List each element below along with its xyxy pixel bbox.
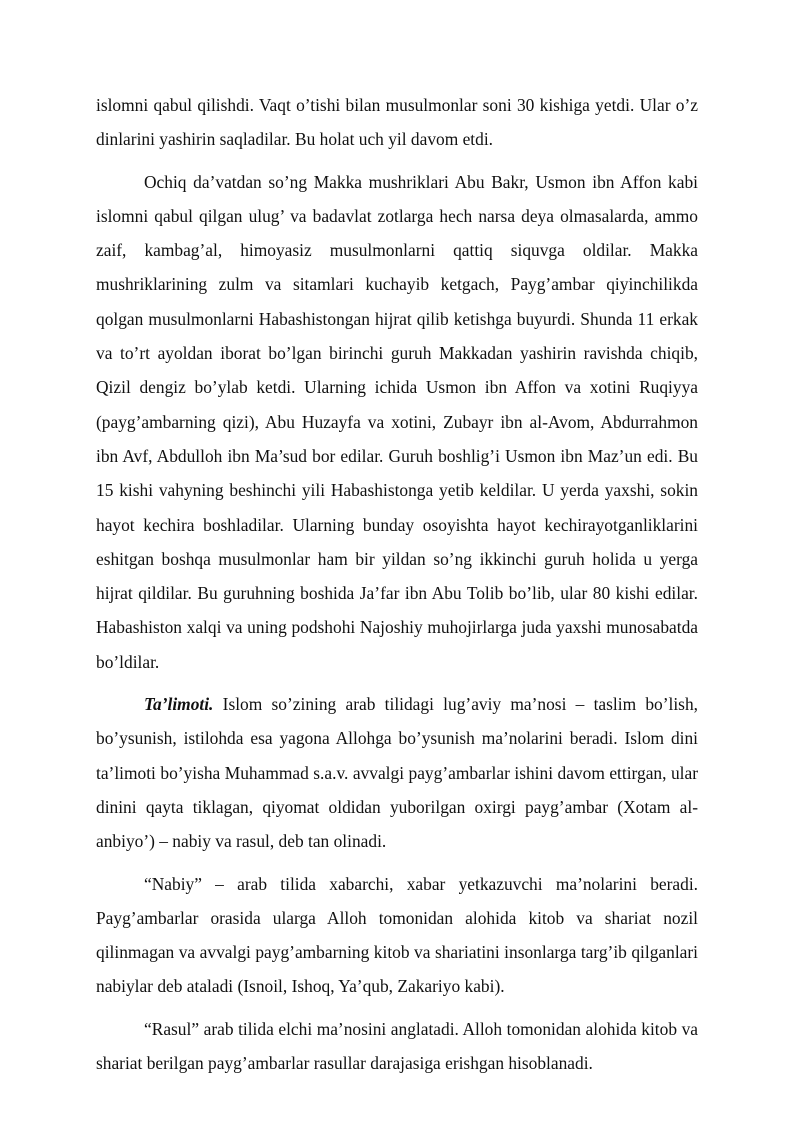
section-term: Ta’limoti. bbox=[144, 694, 214, 715]
paragraph-2: Ochiq da’vatdan so’ng Makka mushriklari Abu Bakr, Usmon ibn Affon kabi islomni qabul qilgan ulug’ va badavlat zotlarga hech narsa deya olmasalarda, ammo zaif, kambag’al, himoyasiz musulmonlarni qattiq siquvga oldilar. Makka mushriklarining zulm va sitamlari kuchayib ketgach, Payg’ambar qiyinchilikda qolgan musulmonlarni Habashistongan hijrat qilib ketishga buyurdi. Shunda 11 erkak va to’rt ayoldan iborat bo’lgan birinchi guruh Makkadan yashirin ravishda chiqib, Qizil dengiz bo’ylab ketdi. Ularning ichida Usmon ibn Affon va xotini Ruqiyya (payg’ambarning qizi), Abu Huzayfa va xotini, Zubayr ibn al-Avom, Abdurrahmon ibn Avf, Abdulloh ibn Ma’sud bor edilar. Guruh boshlig’i Usmon ibn Maz’un edi. Bu 15 kishi vahyning beshinchi yili Habashistonga yetib keldilar. U yerda yaxshi, sokin hayot kechira boshladilar. Ularning bunday osoyishta hayot kechirayotganliklarini eshitgan boshqa musulmonlar ham bir yildan so’ng ikkinchi guruh holida u yerga hijrat qildilar. Bu guruhning boshida Ja’far ibn Abu Tolib bo’lib, ular 80 kishi edilar. Habashiston xalqi va uning podshohi Najoshiy muhojirlarga juda yaxshi munosabatda bo’ldilar. bbox=[96, 171, 698, 672]
paragraph-3 bbox=[96, 687, 698, 858]
paragraph-1: islomni qabul qilishdi. Vaqt o’tishi bilan musulmonlar soni 30 kishiga yetdi. Ular o’z dinlarini yashirin saqladilar. Bu holat uch yil davom etdi. bbox=[96, 95, 698, 150]
paragraph-4: “Nabiy” – arab tilida xabarchi, xabar yetkazuvchi ma’nolarini beradi. Payg’ambarlar orasida ularga Alloh tomonidan alohida kitob va shariat nozil qilinmagan va avvalgi payg’ambarning kitob va shariatini insonlarga targ’ib qilganlari nabiylar deb ataladi (Isnoil, Ishoq, Ya’qub, Zakariyo kabi). bbox=[96, 873, 698, 997]
document-page bbox=[96, 88, 698, 1080]
paragraph-3-text: Islom so’zining arab tilidagi lug’aviy ma’nosi – taslim bo’lish, bo’ysunish, istilohda esa yagona Allohga bo’ysunish ma’nolarini beradi. Islom dini ta’limoti bo’yisha Muhammad s.a.v. avvalgi payg’ambarlar ishini davom ettirgan, ular dinini qayta tiklagan, qiyomat oldidan yuborilgan oxirgi payg’ambar (Xotam al-anbiyo’) – nabiy va rasul, deb tan olinadi. bbox=[96, 694, 698, 852]
paragraph-5: “Rasul” arab tilida elchi ma’nosini anglatadi. Alloh tomonidan alohida kitob va shariat berilgan payg’ambarlar rasullar darajasiga erishgan hisoblanadi. bbox=[96, 1018, 698, 1074]
